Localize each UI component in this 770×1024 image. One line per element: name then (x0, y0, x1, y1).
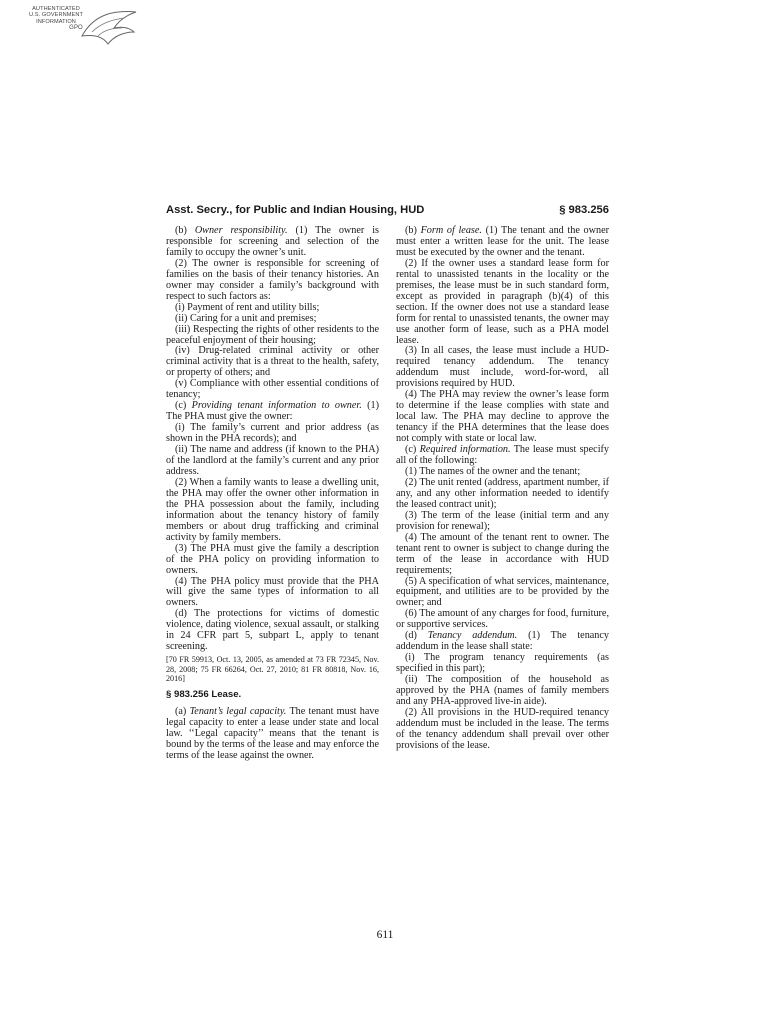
paragraph: (d) Tenancy addendum. (1) The tenancy addendum in the lease shall state: (396, 630, 610, 653)
left-column (166, 226, 379, 762)
paragraph: (i) The family’s current and prior address (as shown in the PHA records); and (166, 422, 379, 445)
stamp-line-1: AUTHENTICATED (32, 6, 80, 12)
paragraph: (6) The amount of any charges for food, furniture, or supportive services. (396, 608, 609, 631)
paragraph: (2) If the owner uses a standard lease form for rental to unassisted tenants in the locality or the premises, the lease must be in such standard form, except as provided in paragraph (b)(4) of this section. If the owner does not use a standard lease form for rental to unassisted tenants, the owner may use another form of lease, such as a PHA model lease. (396, 257, 609, 346)
paragraph: (ii) The name and address (if known to the PHA) of the landlord at the family’s current and any prior address. (166, 444, 379, 477)
running-head (166, 204, 609, 216)
right-column (396, 226, 609, 762)
paragraph: (c) Providing tenant information to owner. (1) The PHA must give the owner: (166, 400, 379, 423)
paragraph: (a) Tenant’s legal capacity. The tenant must have legal capacity to enter a lease under state and local law. ‘‘Legal capacity’’ means that the tenant is bound by the terms of the lease and may enforce the terms of the lease against the owner. (166, 705, 379, 761)
paragraph: (v) Compliance with other essential conditions of tenancy; (166, 378, 379, 401)
amendment-citation: [70 FR 59913, Oct. 13, 2005, as amended at 73 FR 72345, Nov. 28, 2008; 75 FR 66264, Oct. 27, 2010; 81 FR 80818, Nov. 16, 2016] (166, 655, 379, 684)
paragraph: (ii) Caring for a unit and premises; (175, 312, 317, 324)
paragraph: (2) The owner is responsible for screening of families on the basis of their tenancy histories. An owner may consider a family’s background with respect to such factors as: (166, 257, 379, 302)
paragraph: (2) The unit rented (address, apartment number, if any, and any other information needed to identify the leased contract unit); (396, 476, 609, 510)
eagle-seal-icon (74, 6, 144, 54)
paragraph: (iv) Drug-related criminal activity or other criminal activity that is a threat to the health, safety, or property of others; and (166, 345, 379, 379)
paragraph: (d) The protections for victims of domestic violence, dating violence, sexual assault, or stalking in 24 CFR part 5, subpart L, apply to tenant screening. (166, 608, 379, 653)
paragraph: (4) The amount of the tenant rent to owner. The tenant rent to owner is subject to change during the term of the lease in accordance with HUD requirements; (396, 531, 609, 576)
text-columns (166, 226, 609, 762)
paragraph: (ii) The composition of the household as approved by the PHA (names of family members and any PHA-approved live-in aide). (396, 674, 609, 707)
paragraph: (4) The PHA may review the owner’s lease form to determine if the lease complies with state and local law. The PHA may decline to approve the tenancy if the PHA determines that the lease does not comply with state or local law. (396, 389, 609, 445)
paragraph: (b) Owner responsibility. (1) The owner is responsible for screening and selection of the family to occupy the owner’s unit. (166, 225, 379, 258)
gpo-authentication-stamp (6, 6, 146, 54)
paragraph: (2) All provisions in the HUD-required tenancy addendum must be included in the lease. The terms of the tenancy addendum shall prevail over other provisions of the lease. (396, 706, 609, 751)
running-head-section: § 983.256 (559, 204, 609, 216)
section-heading: § 983.256 Lease. (166, 688, 242, 700)
paragraph: (4) The PHA policy must provide that the PHA will give the same types of information to all owners. (166, 575, 379, 609)
paragraph: (i) The program tenancy requirements (as specified in this part); (396, 652, 609, 675)
paragraph: (5) A specification of what services, maintenance, equipment, and utilities are to be provided by the owner; and (396, 575, 609, 609)
paragraph: (3) The term of the lease (initial term and any provision for renewal); (396, 509, 609, 532)
page-number: 611 (376, 929, 394, 941)
paragraph: (i) Payment of rent and utility bills; (175, 301, 320, 313)
paragraph: (c) Required information. The lease must specify all of the following: (396, 444, 610, 467)
paragraph: (3) In all cases, the lease must include a HUD-required tenancy addendum. The tenancy addendum must include, word-for-word, all provisions required by HUD. (396, 345, 609, 390)
running-head-title: Asst. Secry., for Public and Indian Housing, HUD (166, 204, 425, 216)
paragraph: (3) The PHA must give the family a description of the PHA policy on providing information to owners. (166, 542, 379, 576)
stamp-line-4: GPO (69, 25, 83, 32)
paragraph: (1) The names of the owner and the tenant; (405, 465, 581, 477)
paragraph: (2) When a family wants to lease a dwelling unit, the PHA may offer the owner other information in the PHA possession about the family, including information about the tenancy history of family members or about drug trafficking and criminal activity by family members. (166, 476, 379, 543)
paragraph: (b) Form of lease. (1) The tenant and the owner must enter a written lease for the unit. The lease must be executed by the owner and the tenant. (396, 225, 610, 258)
stamp-line-3: INFORMATION (36, 18, 76, 25)
stamp-line-2: U.S. GOVERNMENT (28, 12, 84, 19)
paragraph: (iii) Respecting the rights of other residents to the peaceful enjoyment of their housing; (166, 323, 379, 346)
